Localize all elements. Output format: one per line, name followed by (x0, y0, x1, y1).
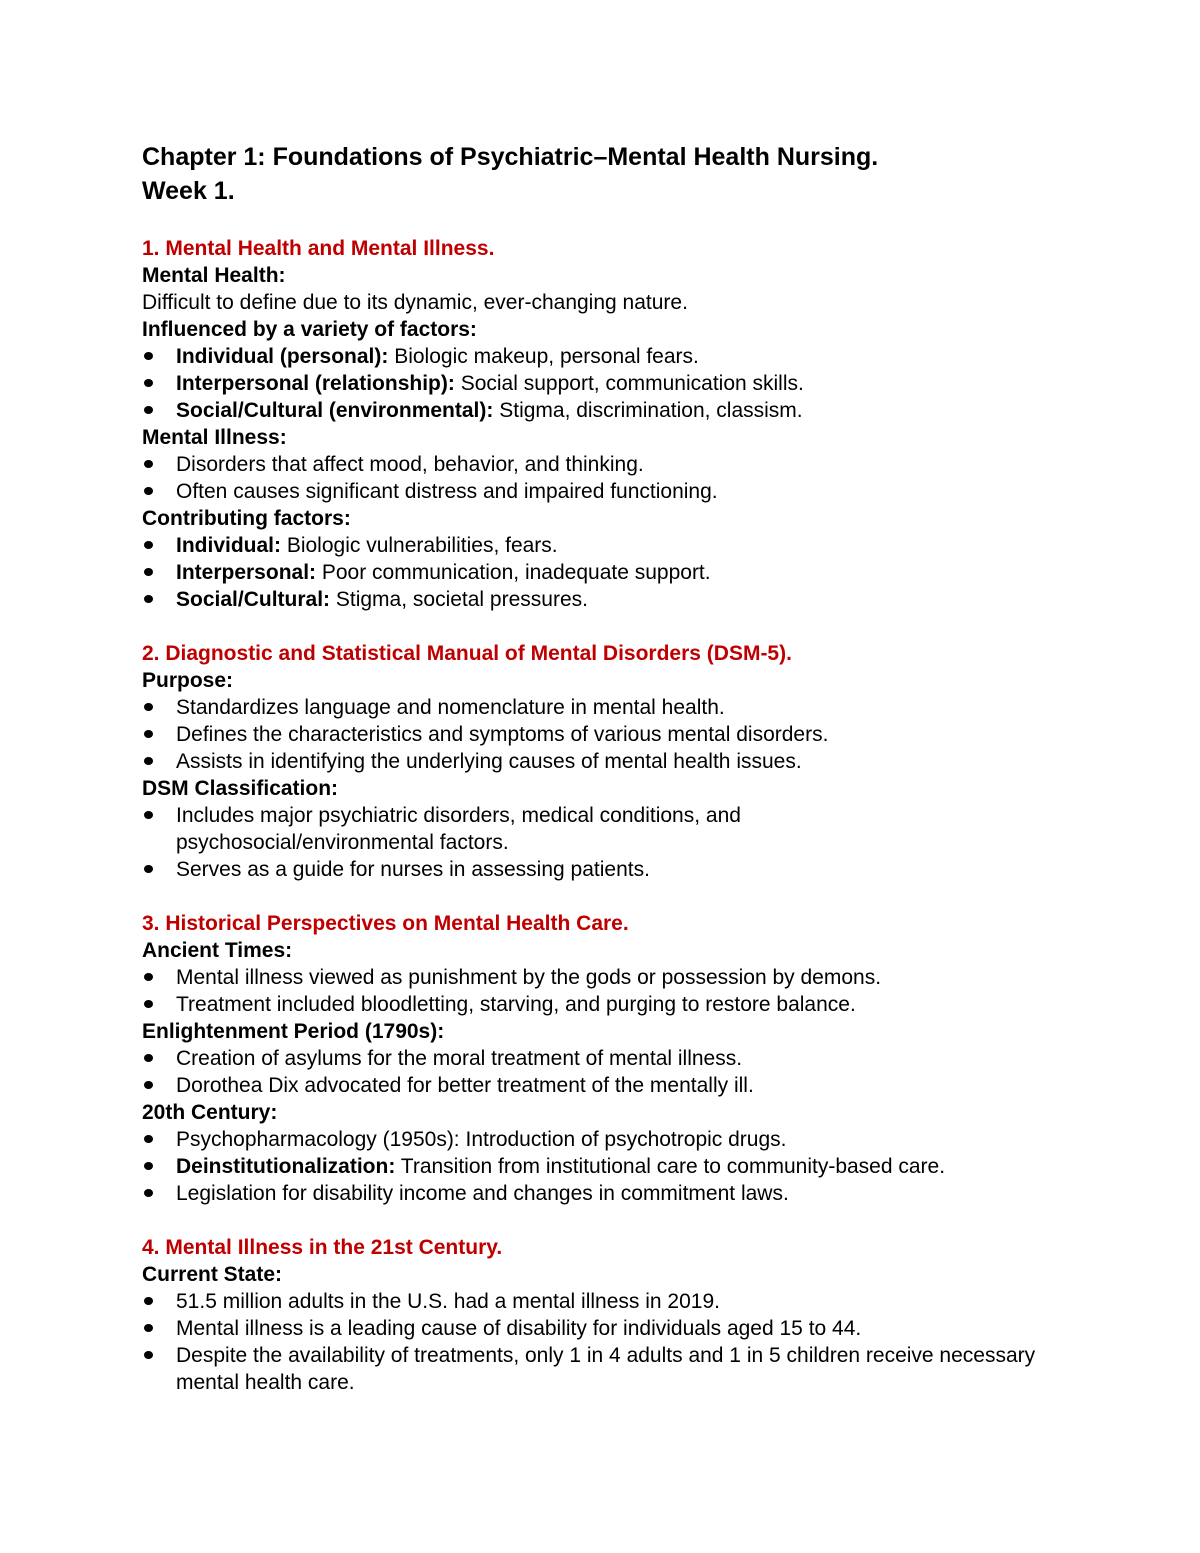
item-text: Biologic makeup, personal fears. (388, 345, 699, 368)
list-item (142, 397, 1082, 424)
subheading-current-state: Current State: (142, 1263, 283, 1286)
item-text: Poor communication, inadequate support. (316, 561, 711, 584)
item-text: Legislation for disability income and changes in commitment laws. (176, 1182, 789, 1205)
section-heading: 1. Mental Health and Mental Illness. (142, 237, 495, 260)
item-text: Creation of asylums for the moral treatment of mental illness. (176, 1047, 743, 1070)
section-mental-health (142, 235, 1082, 613)
bullet-icon (144, 541, 153, 549)
item-text: Disorders that affect mood, behavior, and thinking. (176, 453, 644, 476)
list-item (142, 694, 1082, 721)
bullet-icon (144, 865, 153, 873)
contributing-list (142, 532, 1082, 613)
list-item (142, 991, 1082, 1018)
section-history (142, 910, 1082, 1207)
item-term: Individual (personal): (176, 345, 389, 368)
item-text: Defines the characteristics and symptoms of various mental disorders. (176, 723, 829, 746)
item-text: Mental illness is a leading cause of disability for individuals aged 15 to 44. (176, 1317, 862, 1340)
list-item (142, 1072, 1082, 1099)
subheading-dsm-classification: DSM Classification: (142, 777, 339, 800)
list-item (142, 1180, 1082, 1207)
list-item (142, 1153, 1082, 1180)
list-item (142, 532, 1082, 559)
bullet-icon (144, 1297, 153, 1305)
list-item (142, 748, 1082, 775)
bullet-icon (144, 811, 153, 819)
enlightenment-list (142, 1045, 1082, 1099)
bullet-icon (144, 1351, 153, 1359)
bullet-icon (144, 1189, 153, 1197)
subheading-contributing: Contributing factors: (142, 507, 351, 530)
section-heading: 3. Historical Perspectives on Mental Health Care. (142, 912, 629, 935)
paragraph: Difficult to define due to its dynamic, ever-changing nature. (142, 291, 688, 314)
mental-illness-list (142, 451, 1082, 505)
document-page (142, 140, 1082, 1396)
bullet-icon (144, 379, 153, 387)
bullet-icon (144, 460, 153, 468)
bullet-icon (144, 703, 153, 711)
bullet-icon (144, 757, 153, 765)
item-term: Deinstitutionalization: (176, 1155, 396, 1178)
list-item (142, 1126, 1082, 1153)
bullet-icon (144, 1135, 153, 1143)
bullet-icon (144, 973, 153, 981)
bullet-icon (144, 406, 153, 414)
title-line-1: Chapter 1: Foundations of Psychiatric–Mental Health Nursing. (142, 143, 879, 171)
item-term: Social/Cultural: (176, 588, 331, 611)
item-text: Stigma, discrimination, classism. (493, 399, 803, 422)
bullet-icon (144, 1081, 153, 1089)
bullet-icon (144, 1162, 153, 1170)
section-dsm (142, 640, 1082, 883)
item-text: Biologic vulnerabilities, fears. (281, 534, 558, 557)
item-text: Psychopharmacology (1950s): Introduction of psychotropic drugs. (176, 1128, 787, 1151)
item-text: Standardizes language and nomenclature in mental health. (176, 696, 725, 719)
list-item (142, 802, 866, 856)
section-heading: 2. Diagnostic and Statistical Manual of Mental Disorders (DSM-5). (142, 642, 792, 665)
bullet-icon (144, 730, 153, 738)
subheading-ancient: Ancient Times: (142, 939, 293, 962)
classification-list (142, 802, 1082, 883)
list-item (142, 370, 1082, 397)
item-term: Individual: (176, 534, 281, 557)
section-heading: 4. Mental Illness in the 21st Century. (142, 1236, 503, 1259)
subheading-mental-illness: Mental Illness: (142, 426, 287, 449)
item-text: Includes major psychiatric disorders, medical conditions, and psychosocial/environmental factors. (176, 804, 741, 854)
subheading-factors: Influenced by a variety of factors: (142, 318, 477, 341)
list-item (142, 721, 1082, 748)
list-item (142, 478, 1082, 505)
bullet-icon (144, 568, 153, 576)
item-text: Assists in identifying the underlying causes of mental health issues. (176, 750, 802, 773)
subheading-enlightenment: Enlightenment Period (1790s): (142, 1020, 445, 1043)
list-item (142, 964, 1082, 991)
bullet-icon (144, 1054, 153, 1062)
bullet-icon (144, 487, 153, 495)
subheading-purpose: Purpose: (142, 669, 234, 692)
list-item (142, 451, 1082, 478)
current-state-list (142, 1288, 1082, 1396)
list-item (142, 1342, 1046, 1396)
subheading-mental-health: Mental Health: (142, 264, 286, 287)
item-term: Social/Cultural (environmental): (176, 399, 494, 422)
20th-century-list (142, 1126, 1082, 1207)
bullet-icon (144, 1000, 153, 1008)
subheading-20th-century: 20th Century: (142, 1101, 278, 1124)
item-text: Treatment included bloodletting, starving, and purging to restore balance. (176, 993, 856, 1016)
list-item (142, 1288, 1082, 1315)
list-item (142, 1315, 1082, 1342)
item-text: Stigma, societal pressures. (330, 588, 588, 611)
list-item (142, 559, 1082, 586)
item-text: Despite the availability of treatments, only 1 in 4 adults and 1 in 5 children receive necessary mental health care. (176, 1344, 1036, 1394)
list-item (142, 586, 1082, 613)
item-text: Mental illness viewed as punishment by the gods or possession by demons. (176, 966, 882, 989)
list-item (142, 856, 1082, 883)
bullet-icon (144, 1324, 153, 1332)
purpose-list (142, 694, 1082, 775)
item-text: Transition from institutional care to community-based care. (395, 1155, 946, 1178)
ancient-list (142, 964, 1082, 1018)
section-21st-century (142, 1234, 1082, 1396)
item-text: Social support, communication skills. (454, 372, 804, 395)
title-line-2: Week 1. (142, 177, 235, 205)
item-term: Interpersonal (relationship): (176, 372, 455, 395)
document-title (142, 140, 1082, 208)
factors-list (142, 343, 1082, 424)
list-item (142, 343, 1082, 370)
item-text: Serves as a guide for nurses in assessing patients. (176, 858, 650, 881)
item-term: Interpersonal: (176, 561, 317, 584)
item-text: 51.5 million adults in the U.S. had a mental illness in 2019. (176, 1290, 720, 1313)
item-text: Dorothea Dix advocated for better treatment of the mentally ill. (176, 1074, 754, 1097)
bullet-icon (144, 595, 153, 603)
item-text: Often causes significant distress and impaired functioning. (176, 480, 718, 503)
bullet-icon (144, 352, 153, 360)
list-item (142, 1045, 1082, 1072)
